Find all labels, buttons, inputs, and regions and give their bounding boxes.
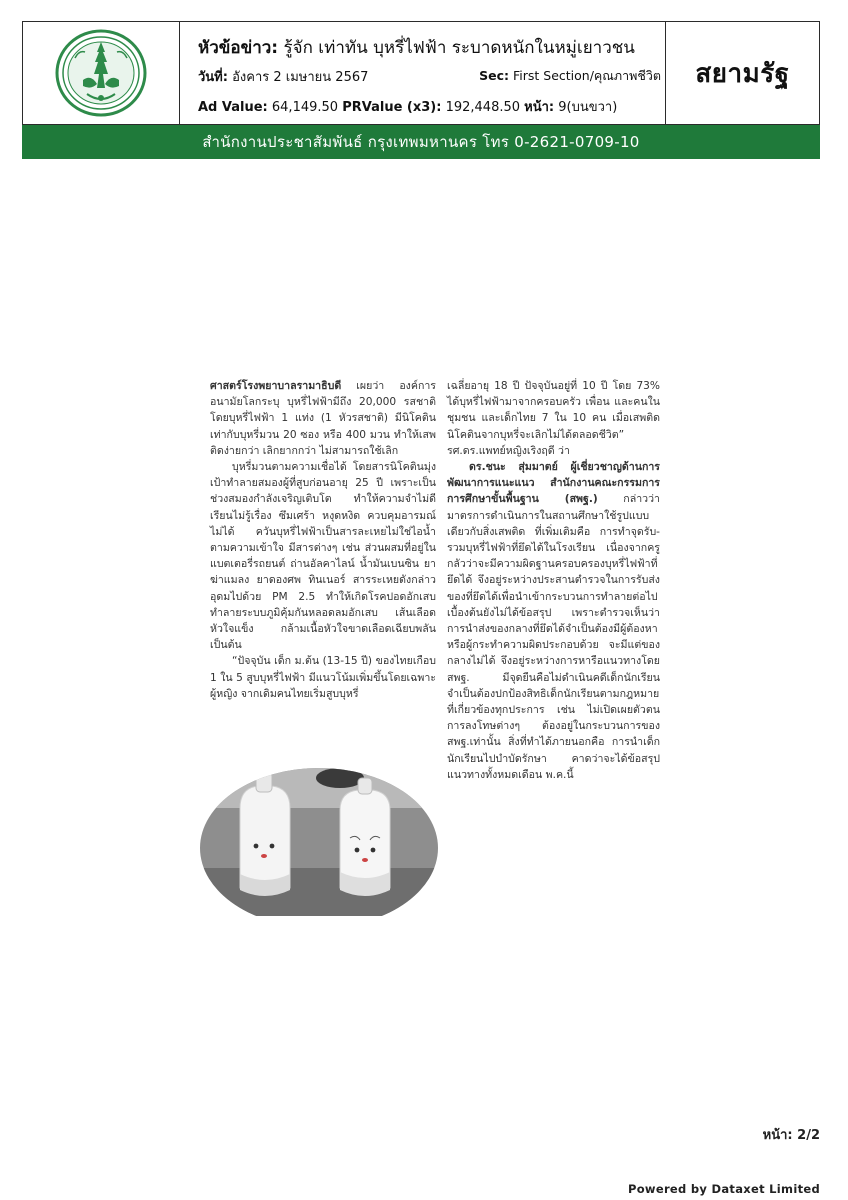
headline: หัวข้อข่าว: รู้จัก เท่าทัน บุหรี่ไฟฟ้า ระบาดหนักในหมู่เยาวชน (198, 38, 635, 58)
article-paragraph (447, 459, 660, 783)
article-paragraph (210, 459, 436, 653)
article-paragraph (210, 378, 436, 459)
paragraph-text: “ปัจจุบัน เด็ก ม.ต้น (13-15 ปี) ของไทยเกือบ 1 ใน 5 สูบบุหรี่ไฟฟ้า มีแนวโน้มเพิ่มขึ้นโดยเฉพาะผู้หญิง จากเดิมคนไทยเริ่มสูบบุหรี่ (210, 655, 436, 700)
paragraph-lead: ศาสตร์โรงพยาบาลรามาธิบดี (210, 380, 342, 392)
page-number: หน้า: 2/2 (762, 1128, 820, 1143)
publication-name: สยามรัฐ (695, 58, 790, 89)
bma-emblem-icon (53, 28, 149, 118)
agency-bar: สำนักงานประชาสัมพันธ์ กรุงเทพมหานคร โทร 0-2621-0709-10 (22, 125, 820, 159)
paragraph-text: กล่าวว่า มาตรการดำเนินการในสถานศึกษาใช้รูปแบบเดียวกับสิ่งเสพติด ที่เพิ่มเติมคือ การทำจุดรับ-รวมบุหรี่ไฟฟ้าที่ยึดได้ในโรงเรียน เนื่องจากครูกลัวว่าจะมีความผิดฐานครอบครองบุหรี่ไฟฟ้าที่ยึดได้ จึงอยู่ระหว่างประสานตำรวจในการรับส่งของที่ยึดได้เพื่อนำเข้ากระบวนการทำลายต่อไป เบื้องต้นยังไม่ได้ข้อสรุป เพราะตำรวจเห็นว่า การนำส่งของกลางที่ยึดได้จำเป็นต้องมีผู้ต้องหาหรือผู้กระทำความผิดประกอบด้วย จะมีแต่ของกลางไม่ได้ จึงอยู่ระหว่างการหารือแนวทางโดย สพฐ. มีจุดยืนคือไม่ดำเนินคดีเด็กนักเรียน จำเป็นต้องปกป้องสิทธิเด็กนักเรียนตามกฎหมายที่เกี่ยวข้องทุกประการ เช่น ไม่เปิดเผยตัวตน การลงโทษต่างๆ ต้องอยู่ในกระบวนการของ สพฐ.เท่านั้น สิ่งที่ทำได้ภายนอกคือ การนำเด็กนักเรียนไปบำบัดรักษา คาดว่าจะได้ข้อสรุปแนวทางทั้งหมดเดือน พ.ค.นี้ (447, 493, 660, 781)
clipping-header (22, 21, 820, 125)
paragraph-text: เผยว่า องค์การอนามัยโลกระบุ บุหรี่ไฟฟ้ามีถึง 20,000 รสชาติ โดยบุหรี่ไฟฟ้า 1 แท่ง (1 หัวรสชาติ) มีนิโคตินเท่ากับบุหรี่มวน 20 ซอง หรือ 400 มวน ทำให้เสพติดง่ายกว่า เลิกยากกว่า ไม่สามารถใช้เลิก (210, 380, 436, 457)
publication-cell (665, 22, 819, 124)
article-column-1 (210, 378, 436, 702)
date-line: วันที่: อังคาร 2 เมษายน 2567 (198, 70, 369, 85)
paragraph-lead: ดร.ชนะ สุ่มมาตย์ ผู้เชี่ยวชาญด้านการพัฒนาการแนะแนว สำนักงานคณะกรรมการการศึกษาขั้นพื้นฐาน (สพฐ.) (447, 461, 660, 506)
paragraph-text: เฉลี่ยอายุ 18 ปี ปัจจุบันอยู่ที่ 10 ปี โดย 73% ได้บุหรี่ไฟฟ้ามาจากครอบครัว เพื่อน และคนในชุมชน และเด็กไทย 7 ใน 10 คน เมื่อเสพติดนิโคตินจากบุหรี่จะเลิกไม่ได้ตลอดชีวิต” รศ.ดร.แพทย์หญิงเริงฤดี ว่า (447, 380, 660, 457)
powered-by: Powered by Dataxet Limited (628, 1182, 820, 1196)
article-column-2 (447, 378, 660, 783)
vape-devices-photo (200, 768, 438, 916)
logo-cell (23, 22, 180, 124)
section-line: Sec: First Section/คุณภาพชีวิต (479, 68, 661, 83)
info-cell (180, 22, 665, 124)
article-paragraph (210, 653, 436, 702)
paragraph-text: บุหรี่มวนตามความเชื่อได้ โดยสารนิโคตินมุ่งเป้าทำลายสมองผู้ที่สูบก่อนอายุ 25 ปี เพราะเป็นช่วงสมองกำลังเจริญเติบโต ทำให้ความจำไม่ดี เรียนไม่รู้เรื่อง ซึมเศร้า หงุดหงิด ควบคุมอารมณ์ไม่ได้ ควันบุหรี่ไฟฟ้าเป็นสารละเหยไม่ใช่ไอน้ำตามความเข้าใจ มีสารต่างๆ เช่น ส่วนผสมที่อยู่ในแบตเตอรี่รถยนต์ ถ่านอัลคาไลน์ น้ำมันเบนซิน ยาฆ่าแมลง ยาดองศพ ทินเนอร์ สารระเหยดังกล่าวอุดมไปด้วย PM 2.5 ทำให้เกิดโรคปอดอักเสบทำลายระบบภูมิคุ้มกันหลอดลมอักเสบ เส้นเลือดหัวใจแข็ง กล้ามเนื้อหัวใจขาดเลือดเฉียบพลัน เป็นต้น (210, 461, 436, 652)
article-paragraph (447, 378, 660, 459)
value-line: Ad Value: 64,149.50 PRValue (x3): 192,448.50 หน้า: 9(บนขวา) (198, 100, 618, 115)
